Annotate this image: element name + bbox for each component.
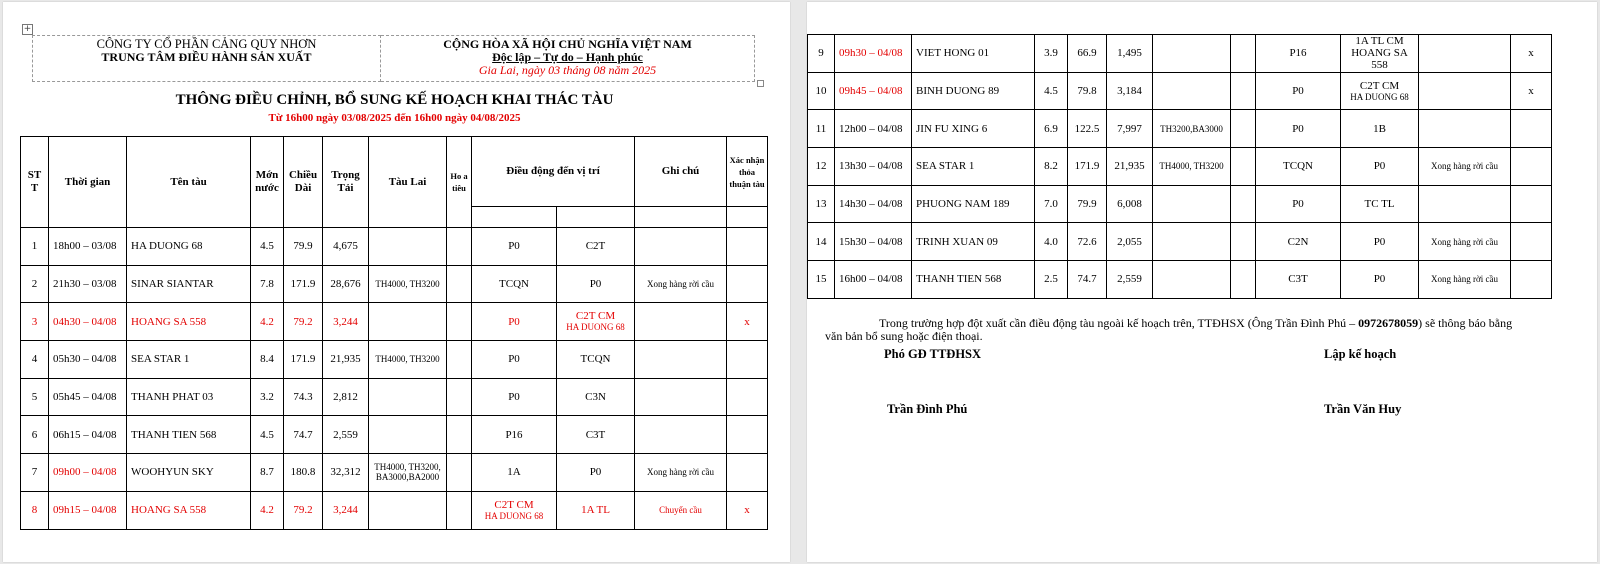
header-left: [33, 36, 381, 82]
cell-draft: 6.9: [1035, 110, 1068, 148]
cell-tug: [369, 303, 447, 341]
cell-pilot: [447, 303, 472, 341]
cell-tonnage: 2,055: [1107, 223, 1153, 261]
cell-ship-name: SEA STAR 1: [912, 148, 1035, 186]
table-row: [21, 228, 768, 266]
move-to-main: C2T CM: [575, 310, 616, 323]
cell-confirm: x: [1511, 35, 1552, 73]
cell-move-from: [472, 341, 557, 379]
cell-tonnage: 1,495: [1107, 35, 1153, 73]
table-row: [21, 341, 768, 379]
cell-length: 72.6: [1068, 223, 1107, 261]
cell-move-from: [472, 228, 557, 266]
cell-note: [635, 416, 727, 454]
cell-tug: [1153, 185, 1231, 223]
table-resize-icon[interactable]: [757, 80, 764, 87]
cell-confirm: [727, 416, 768, 454]
cell-stt: 8: [21, 491, 49, 529]
move-from-sub: HA DUONG 68: [484, 510, 544, 521]
cell-length: 122.5: [1068, 110, 1107, 148]
document-page-2: [807, 2, 1597, 562]
cell-time: 15h30 – 04/08: [835, 223, 912, 261]
cell-draft: 8.7: [251, 454, 284, 492]
header-note-sub: [635, 207, 727, 228]
move-from-main: 1A: [507, 466, 521, 479]
cell-move-to: [1341, 148, 1419, 186]
cell-tug: [1153, 261, 1231, 299]
move-from-main: P0: [508, 353, 520, 366]
cell-move-to: [557, 454, 635, 492]
move-from-main: P16: [505, 428, 523, 441]
cell-draft: 2.5: [1035, 261, 1068, 299]
move-from-main: C2T CM: [494, 498, 534, 511]
cell-stt: 1: [21, 228, 49, 266]
cell-move-to: [1341, 35, 1419, 73]
header-move-from-sub: [472, 207, 557, 228]
move-from-main: P0: [508, 315, 520, 328]
move-to-main: P0: [1373, 160, 1386, 173]
cell-move-from: [472, 491, 557, 529]
header-length: Chiều Dài: [284, 137, 323, 228]
header-time: Thời gian: [49, 137, 127, 228]
cell-tug: TH3200,BA3000: [1153, 110, 1231, 148]
table-row: [21, 265, 768, 303]
move-from-main: TCQN: [499, 278, 529, 291]
cell-confirm: [727, 341, 768, 379]
cell-stt: 2: [21, 265, 49, 303]
header-tonnage: Trọng Tải: [323, 137, 369, 228]
cell-confirm: [1511, 110, 1552, 148]
cell-note: Xong hàng rời cầu: [635, 454, 727, 492]
cell-pilot: [447, 265, 472, 303]
table-row: [808, 72, 1552, 110]
cell-time: 05h30 – 04/08: [49, 341, 127, 379]
cell-note: Xong hàng rời cầu: [1419, 223, 1511, 261]
cell-length: 74.7: [1068, 261, 1107, 299]
move-to-main: C2T: [585, 240, 606, 253]
cell-time: 21h30 – 03/08: [49, 265, 127, 303]
cell-move-to: [1341, 223, 1419, 261]
header-note: Ghi chú: [635, 137, 727, 207]
cell-tonnage: 6,008: [1107, 185, 1153, 223]
cell-move-from: [472, 265, 557, 303]
table-row: [21, 416, 768, 454]
cell-note: [635, 341, 727, 379]
table-move-icon[interactable]: +: [23, 24, 32, 34]
cell-ship-name: THANH TIEN 568: [127, 416, 251, 454]
cell-time: 09h00 – 04/08: [49, 454, 127, 492]
cell-note: [1419, 110, 1511, 148]
move-to-main: C2T CM: [1359, 79, 1400, 92]
contact-phone: 0972678059: [1358, 316, 1419, 330]
cell-note: [1419, 35, 1511, 73]
cell-draft: 4.5: [1035, 72, 1068, 110]
cell-length: 74.3: [284, 378, 323, 416]
table-row: [21, 491, 768, 529]
cell-tonnage: 32,312: [323, 454, 369, 492]
cell-time: 16h00 – 04/08: [835, 261, 912, 299]
cell-pilot: [1231, 185, 1256, 223]
cell-confirm: x: [727, 303, 768, 341]
cell-note: [635, 228, 727, 266]
footer-note-end: ) sẽ thông báo bằng văn bản bổ sung hoặc điện thoại.: [825, 316, 1513, 343]
cell-tonnage: 3,184: [1107, 72, 1153, 110]
cell-pilot: [1231, 110, 1256, 148]
move-to-main: P0: [1373, 273, 1386, 286]
table-row: [808, 261, 1552, 299]
cell-ship-name: JIN FU XING 6: [912, 110, 1035, 148]
cell-move-from: P16: [1256, 35, 1341, 73]
cell-stt: 3: [21, 303, 49, 341]
cell-move-from: C2N: [1256, 223, 1341, 261]
cell-stt: 13: [808, 185, 835, 223]
ship-schedule-table: [20, 136, 768, 530]
cell-tug: [369, 378, 447, 416]
cell-tug: TH4000, TH3200: [1153, 148, 1231, 186]
table-row: [21, 454, 768, 492]
cell-tonnage: 3,244: [323, 303, 369, 341]
cell-length: 79.9: [284, 228, 323, 266]
cell-tug: [1153, 35, 1231, 73]
move-from-main: P0: [508, 391, 520, 404]
cell-stt: 11: [808, 110, 835, 148]
cell-time: 09h45 – 04/08: [835, 72, 912, 110]
cell-stt: 6: [21, 416, 49, 454]
cell-move-from: [472, 454, 557, 492]
cell-draft: 3.9: [1035, 35, 1068, 73]
footer-note-text: Trong trường hợp đột xuất cần điều động tàu ngoài kế hoạch trên, TTĐHSX (Ông Trần Đình Phú –: [879, 316, 1359, 330]
cell-note: Xong hàng rời cầu: [1419, 148, 1511, 186]
cell-time: 12h00 – 04/08: [835, 110, 912, 148]
cell-note: [1419, 185, 1511, 223]
cell-time: 06h15 – 04/08: [49, 416, 127, 454]
cell-draft: 4.2: [251, 303, 284, 341]
cell-ship-name: BINH DUONG 89: [912, 72, 1035, 110]
move-from-main: P0: [508, 240, 520, 253]
move-to-sub: HA DUONG 68: [1350, 91, 1409, 102]
cell-ship-name: TRINH XUAN 09: [912, 223, 1035, 261]
cell-confirm: [1511, 185, 1552, 223]
cell-time: 04h30 – 04/08: [49, 303, 127, 341]
header-draft: Mớn nước: [251, 137, 284, 228]
cell-move-from: TCQN: [1256, 148, 1341, 186]
cell-move-to: [1341, 185, 1419, 223]
cell-tug: TH4000, TH3200: [369, 265, 447, 303]
cell-tonnage: 2,559: [1107, 261, 1153, 299]
cell-note: Xong hàng rời cầu: [1419, 261, 1511, 299]
cell-ship-name: HOANG SA 558: [127, 491, 251, 529]
move-to-main: C3T: [585, 428, 606, 441]
move-to-main: TCQN: [580, 353, 611, 366]
move-to-main: 1A TL CM HOANG SA 558: [1351, 35, 1408, 72]
cell-note: [635, 303, 727, 341]
cell-confirm: [727, 454, 768, 492]
cell-move-to: [1341, 261, 1419, 299]
header-ship-name: Tên tàu: [127, 137, 251, 228]
table-row: [808, 110, 1552, 148]
header-move-to-sub: [557, 207, 635, 228]
signature-role-right: Lập kế hoạch: [1324, 347, 1397, 361]
cell-pilot: [1231, 72, 1256, 110]
cell-pilot: [1231, 35, 1256, 73]
cell-stt: 12: [808, 148, 835, 186]
cell-move-from: [472, 416, 557, 454]
document-page-1: [3, 2, 790, 562]
cell-pilot: [1231, 261, 1256, 299]
cell-time: 05h45 – 04/08: [49, 378, 127, 416]
cell-move-to: [557, 303, 635, 341]
cell-pilot: [447, 416, 472, 454]
cell-stt: 9: [808, 35, 835, 73]
document-subtitle: Từ 16h00 ngày 03/08/2025 đến 16h00 ngày 04/08/2025: [268, 112, 521, 124]
document-header: [32, 35, 755, 82]
cell-tug: [1153, 223, 1231, 261]
cell-draft: 4.5: [251, 416, 284, 454]
cell-draft: 8.4: [251, 341, 284, 379]
cell-confirm: [1511, 148, 1552, 186]
signature-name-left: Trần Đình Phú: [887, 402, 968, 416]
document-title: THÔNG ĐIỀU CHỈNH, BỔ SUNG KẾ HOẠCH KHAI THÁC TÀU: [175, 92, 614, 108]
header-right: [381, 36, 755, 82]
cell-length: 79.9: [1068, 185, 1107, 223]
cell-tug: [369, 491, 447, 529]
cell-ship-name: VIET HONG 01: [912, 35, 1035, 73]
cell-tug: TH4000, TH3200: [369, 341, 447, 379]
move-to-sub: HA DUONG 68: [566, 322, 625, 333]
cell-tug: [1153, 72, 1231, 110]
cell-length: 180.8: [284, 454, 323, 492]
header-confirm-sub: [727, 207, 768, 228]
cell-confirm: [1511, 261, 1552, 299]
cell-pilot: [1231, 148, 1256, 186]
cell-move-from: P0: [1256, 185, 1341, 223]
move-to-main: TC TL: [1364, 198, 1395, 211]
header-stt: ST T: [21, 137, 49, 228]
cell-ship-name: HA DUONG 68: [127, 228, 251, 266]
cell-move-from: [472, 378, 557, 416]
cell-confirm: x: [1511, 72, 1552, 110]
cell-confirm: [727, 228, 768, 266]
cell-draft: 4.0: [1035, 223, 1068, 261]
cell-move-to: [557, 265, 635, 303]
table-row: [21, 303, 768, 341]
cell-draft: 4.5: [251, 228, 284, 266]
header-pilot: Ho a tiêu: [447, 137, 472, 228]
cell-confirm: [727, 265, 768, 303]
cell-stt: 7: [21, 454, 49, 492]
cell-move-from: P0: [1256, 110, 1341, 148]
cell-length: 66.9: [1068, 35, 1107, 73]
cell-move-from: [472, 303, 557, 341]
move-to-main: C3N: [585, 391, 606, 404]
cell-ship-name: HOANG SA 558: [127, 303, 251, 341]
cell-note: [1419, 72, 1511, 110]
cell-length: 171.9: [284, 341, 323, 379]
cell-stt: 10: [808, 72, 835, 110]
table-row: [808, 185, 1552, 223]
cell-move-to: [557, 416, 635, 454]
cell-move-from: P0: [1256, 72, 1341, 110]
cell-move-to: [1341, 72, 1419, 110]
signature-role-left: Phó GĐ TTĐHSX: [884, 347, 982, 361]
cell-ship-name: SEA STAR 1: [127, 341, 251, 379]
cell-tonnage: 2,812: [323, 378, 369, 416]
cell-time: 18h00 – 03/08: [49, 228, 127, 266]
header-move-to: Điều động đến vị trí: [472, 137, 635, 207]
cell-stt: 14: [808, 223, 835, 261]
cell-note: Chuyển cầu: [635, 491, 727, 529]
cell-length: 74.7: [284, 416, 323, 454]
footer-note: [825, 317, 1525, 343]
cell-stt: 5: [21, 378, 49, 416]
cell-stt: 15: [808, 261, 835, 299]
cell-move-to: [1341, 110, 1419, 148]
cell-move-from: C3T: [1256, 261, 1341, 299]
cell-pilot: [447, 228, 472, 266]
table-row: [21, 378, 768, 416]
cell-pilot: [447, 378, 472, 416]
move-to-main: P0: [589, 466, 602, 479]
cell-pilot: [447, 491, 472, 529]
date-line: Gia Lai, ngày 03 tháng 08 năm 2025: [478, 63, 657, 77]
cell-tonnage: 7,997: [1107, 110, 1153, 148]
cell-confirm: [727, 378, 768, 416]
cell-stt: 4: [21, 341, 49, 379]
cell-pilot: [1231, 223, 1256, 261]
cell-time: 09h15 – 04/08: [49, 491, 127, 529]
cell-tonnage: 21,935: [1107, 148, 1153, 186]
cell-note: Xong hàng rời cầu: [635, 265, 727, 303]
cell-confirm: x: [727, 491, 768, 529]
cell-draft: 4.2: [251, 491, 284, 529]
cell-move-to: [557, 491, 635, 529]
company-name: CÔNG TY CỔ PHẦN CẢNG QUY NHƠN: [96, 37, 317, 51]
cell-draft: 8.2: [1035, 148, 1068, 186]
move-to-main: 1A TL: [581, 504, 610, 517]
cell-ship-name: THANH PHAT 03: [127, 378, 251, 416]
move-to-main: P0: [589, 278, 602, 291]
cell-ship-name: WOOHYUN SKY: [127, 454, 251, 492]
cell-time: 09h30 – 04/08: [835, 35, 912, 73]
cell-ship-name: THANH TIEN 568: [912, 261, 1035, 299]
move-to-main: 1B: [1373, 122, 1386, 135]
cell-ship-name: SINAR SIANTAR: [127, 265, 251, 303]
cell-move-to: [557, 228, 635, 266]
cell-length: 79.8: [1068, 72, 1107, 110]
cell-tonnage: 28,676: [323, 265, 369, 303]
header-tug: Tàu Lai: [369, 137, 447, 228]
move-to-main: P0: [1373, 235, 1386, 248]
cell-pilot: [447, 454, 472, 492]
cell-tonnage: 2,559: [323, 416, 369, 454]
header-confirm: Xác nhận thỏa thuận tàu: [727, 137, 768, 207]
cell-draft: 3.2: [251, 378, 284, 416]
cell-tonnage: 21,935: [323, 341, 369, 379]
signature-name-right: Trần Văn Huy: [1324, 402, 1402, 416]
table-row: [808, 223, 1552, 261]
cell-confirm: [1511, 223, 1552, 261]
ship-schedule-table-continued: [807, 34, 1552, 299]
cell-length: 79.2: [284, 303, 323, 341]
cell-draft: 7.8: [251, 265, 284, 303]
department-name: TRUNG TÂM ĐIỀU HÀNH SẢN XUẤT: [101, 50, 312, 64]
cell-note: [635, 378, 727, 416]
cell-tug: [369, 228, 447, 266]
cell-ship-name: PHUONG NAM 189: [912, 185, 1035, 223]
cell-time: 14h30 – 04/08: [835, 185, 912, 223]
cell-draft: 7.0: [1035, 185, 1068, 223]
national-motto: Độc lập – Tự do – Hạnh phúc: [492, 50, 643, 64]
cell-move-to: [557, 341, 635, 379]
cell-tonnage: 4,675: [323, 228, 369, 266]
cell-tonnage: 3,244: [323, 491, 369, 529]
cell-tug: TH4000, TH3200, BA3000,BA2000: [369, 454, 447, 492]
cell-time: 13h30 – 04/08: [835, 148, 912, 186]
cell-length: 79.2: [284, 491, 323, 529]
table-row: [808, 35, 1552, 73]
cell-length: 171.9: [284, 265, 323, 303]
republic-title: CỘNG HÒA XÃ HỘI CHỦ NGHĨA VIỆT NAM: [443, 37, 692, 51]
table-row: [808, 148, 1552, 186]
cell-tug: [369, 416, 447, 454]
cell-pilot: [447, 341, 472, 379]
cell-length: 171.9: [1068, 148, 1107, 186]
cell-move-to: [557, 378, 635, 416]
